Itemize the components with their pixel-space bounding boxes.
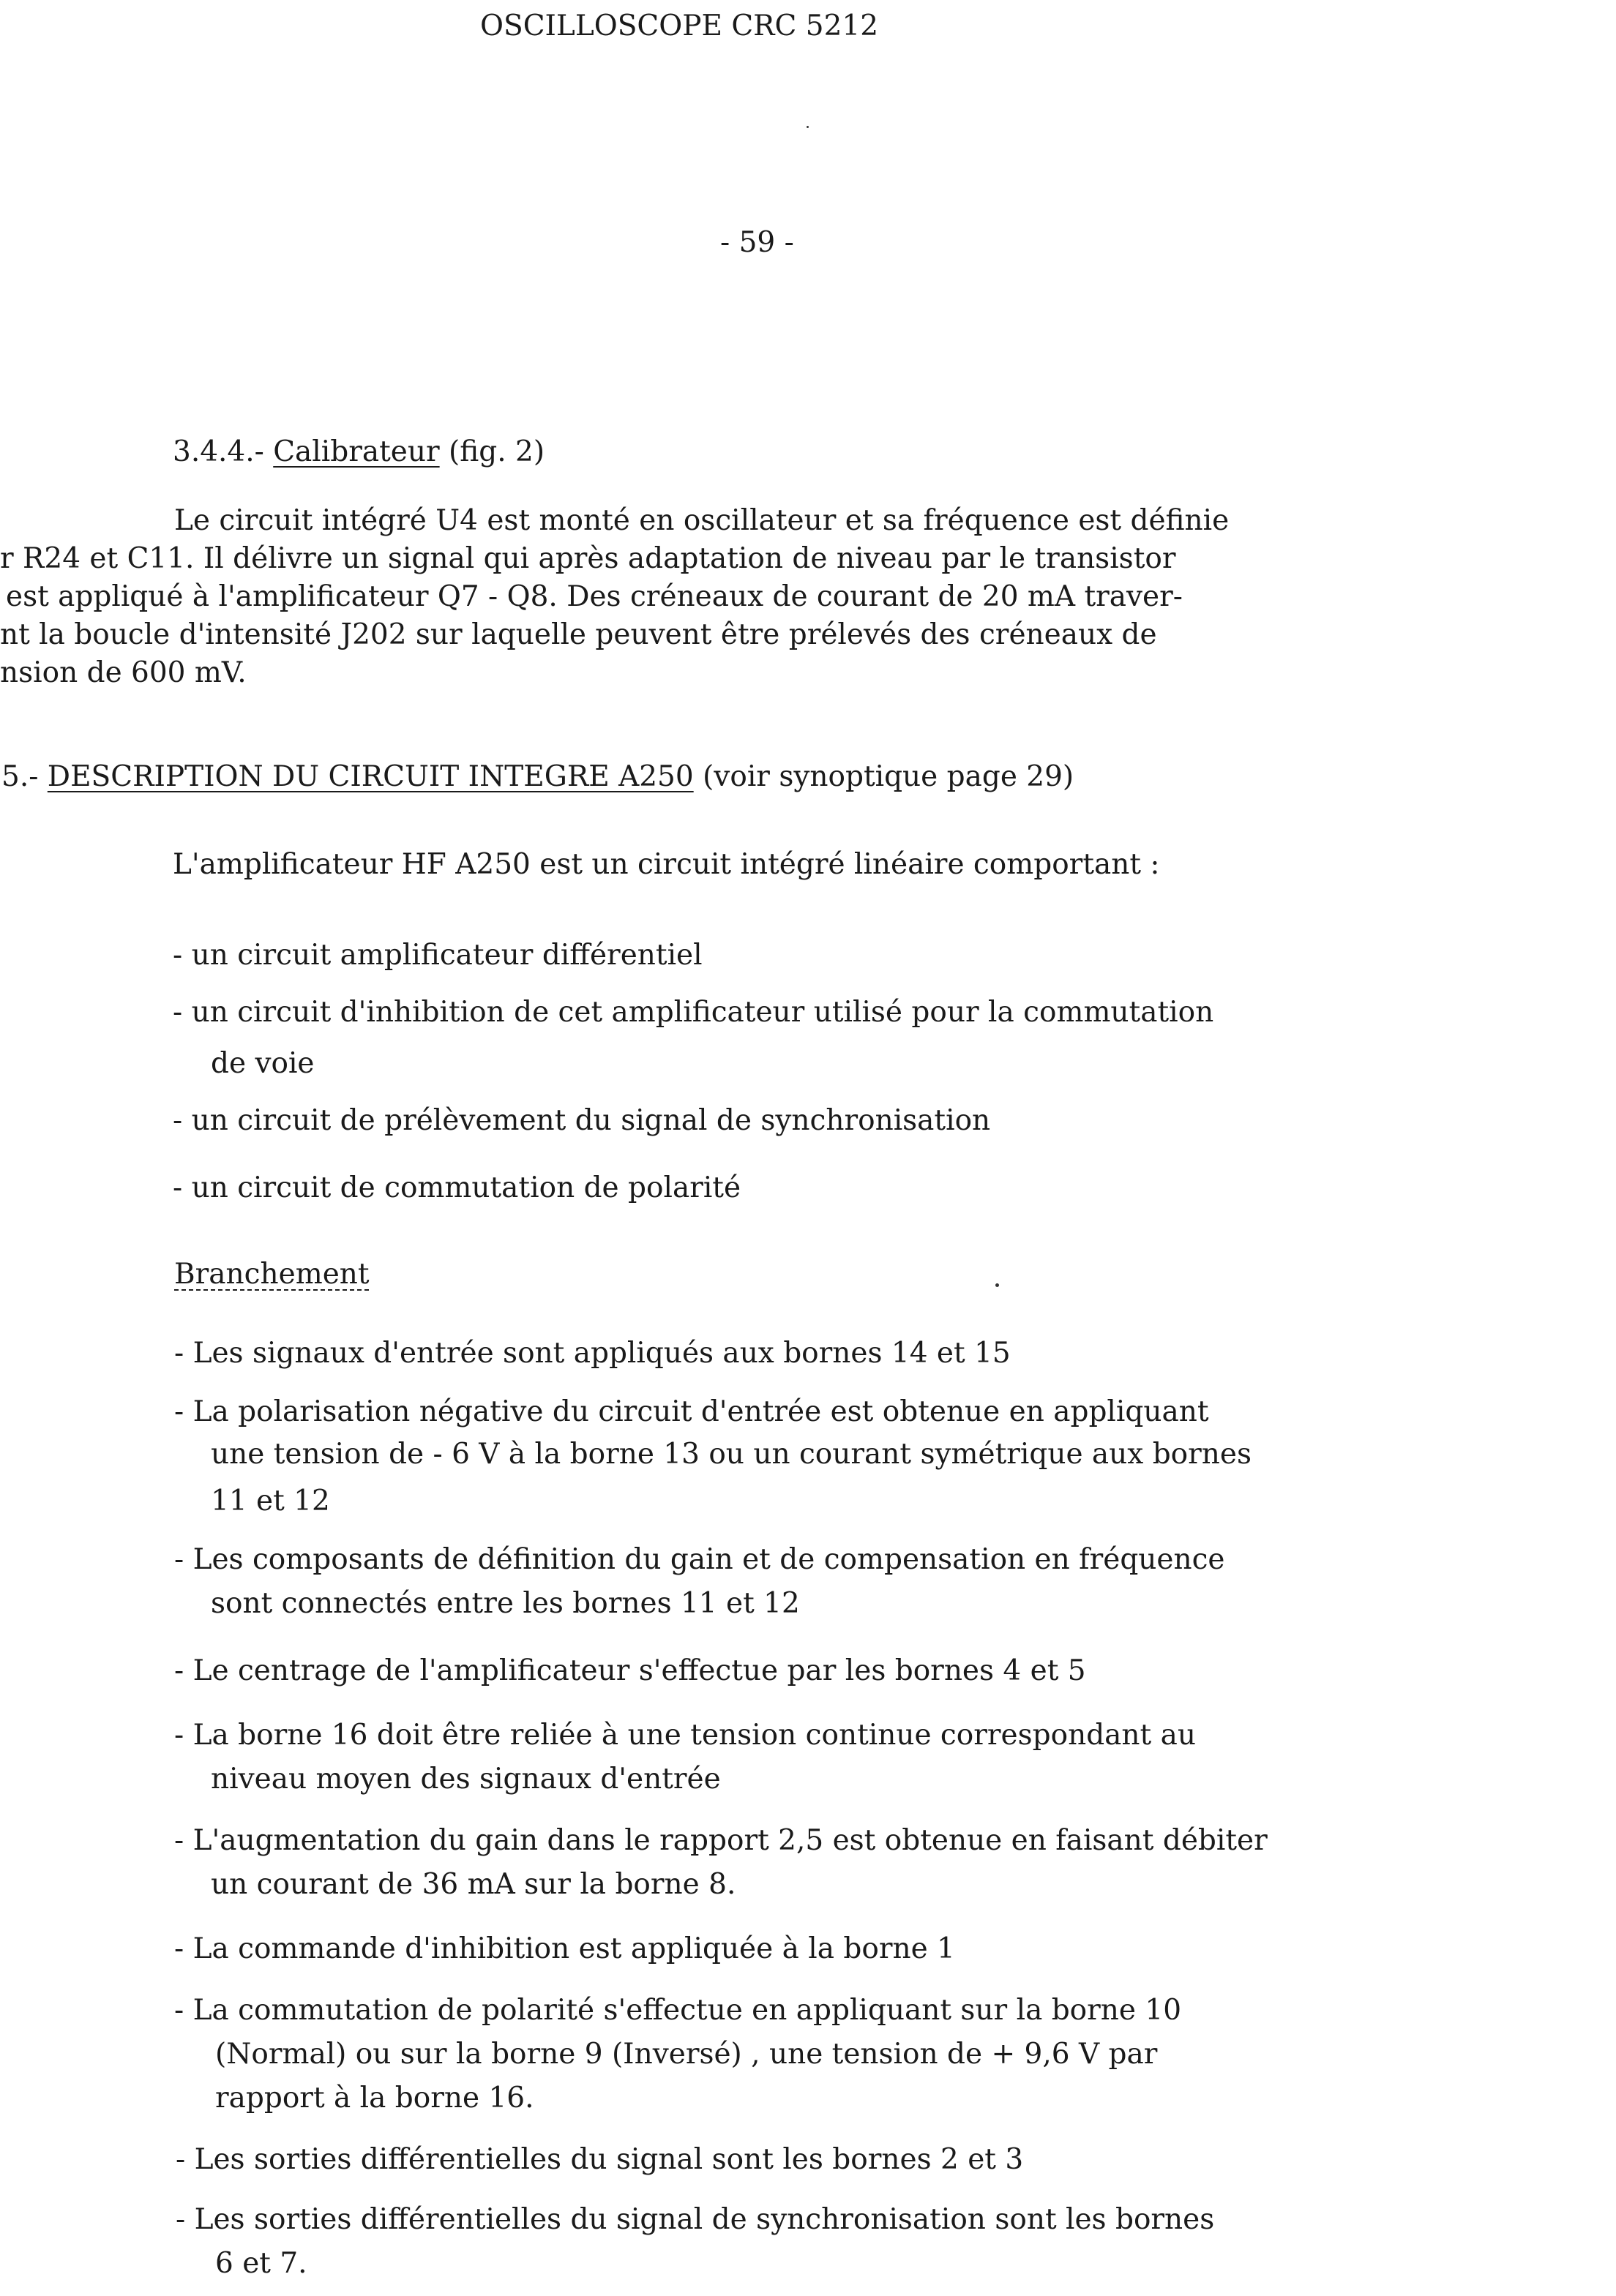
list-item: - Les composants de définition du gain et de compensation en fréquence xyxy=(174,1543,1225,1576)
paragraph-line: est appliqué à l'amplificateur Q7 - Q8. Des créneaux de courant de 20 mA traver- xyxy=(6,580,1183,613)
paragraph-line: Le circuit intégré U4 est monté en oscillateur et sa fréquence est définie xyxy=(174,504,1230,537)
list-item-continuation: 6 et 7. xyxy=(215,2247,307,2280)
paragraph-line: nsion de 600 mV. xyxy=(0,656,247,689)
list-item-continuation: un courant de 36 mA sur la borne 8. xyxy=(211,1868,736,1901)
list-item: - un circuit de prélèvement du signal de synchronisation xyxy=(173,1104,991,1137)
scan-speck xyxy=(807,126,809,128)
subsection-heading-branchement: Branchement xyxy=(174,1258,370,1291)
list-item-continuation: sont connectés entre les bornes 11 et 12 xyxy=(211,1587,800,1620)
page-number: - 59 - xyxy=(720,226,794,259)
list-item: - Les sorties différentielles du signal de synchronisation sont les bornes xyxy=(176,2203,1215,2236)
scan-speck xyxy=(995,1283,999,1287)
section-number: 5.- xyxy=(1,760,39,793)
section-title: DESCRIPTION DU CIRCUIT INTEGRE A250 xyxy=(47,760,694,793)
paragraph-line: r R24 et C11. Il délivre un signal qui après adaptation de niveau par le transistor xyxy=(0,542,1176,575)
section-reference: (voir synoptique page 29) xyxy=(703,760,1074,793)
list-item: - La borne 16 doit être reliée à une tension continue correspondant au xyxy=(174,1719,1196,1752)
paragraph-line: nt la boucle d'intensité J202 sur laquelle peuvent être prélevés des créneaux de xyxy=(0,618,1157,651)
section-heading-a250 xyxy=(1,759,1074,795)
list-item: - un circuit d'inhibition de cet amplificateur utilisé pour la commutation xyxy=(173,996,1214,1029)
list-item-continuation: rapport à la borne 16. xyxy=(215,2082,534,2115)
list-item: - Le centrage de l'amplificateur s'effectue par les bornes 4 et 5 xyxy=(174,1654,1086,1687)
list-item: - L'augmentation du gain dans le rapport 2,5 est obtenue en faisant débiter xyxy=(174,1824,1268,1857)
section-reference: (fig. 2) xyxy=(449,435,545,468)
document-title: OSCILLOSCOPE CRC 5212 xyxy=(480,10,879,42)
list-item: - La commutation de polarité s'effectue en appliquant sur la borne 10 xyxy=(174,1994,1182,2027)
list-item-continuation: une tension de - 6 V à la borne 13 ou un courant symétrique aux bornes xyxy=(211,1438,1252,1471)
list-item: - Les signaux d'entrée sont appliqués aux bornes 14 et 15 xyxy=(174,1337,1011,1370)
section-heading-calibrateur xyxy=(173,435,545,470)
section-title: Calibrateur xyxy=(273,435,440,468)
list-item: - La commande d'inhibition est appliquée à la borne 1 xyxy=(174,1932,955,1965)
list-item: - La polarisation négative du circuit d'entrée est obtenue en appliquant xyxy=(174,1395,1209,1428)
list-item: - Les sorties différentielles du signal sont les bornes 2 et 3 xyxy=(176,2143,1024,2176)
list-item-continuation: 11 et 12 xyxy=(211,1485,330,1517)
list-item-continuation: (Normal) ou sur la borne 9 (Inversé) , une tension de + 9,6 V par xyxy=(215,2038,1158,2071)
list-item: - un circuit amplificateur différentiel xyxy=(173,939,703,972)
section-number: 3.4.4.- xyxy=(173,435,264,468)
list-item: - un circuit de commutation de polarité xyxy=(173,1171,741,1204)
intro-paragraph: L'amplificateur HF A250 est un circuit intégré linéaire comportant : xyxy=(173,848,1160,881)
list-item-continuation: niveau moyen des signaux d'entrée xyxy=(211,1763,721,1796)
list-item-continuation: de voie xyxy=(211,1047,315,1080)
